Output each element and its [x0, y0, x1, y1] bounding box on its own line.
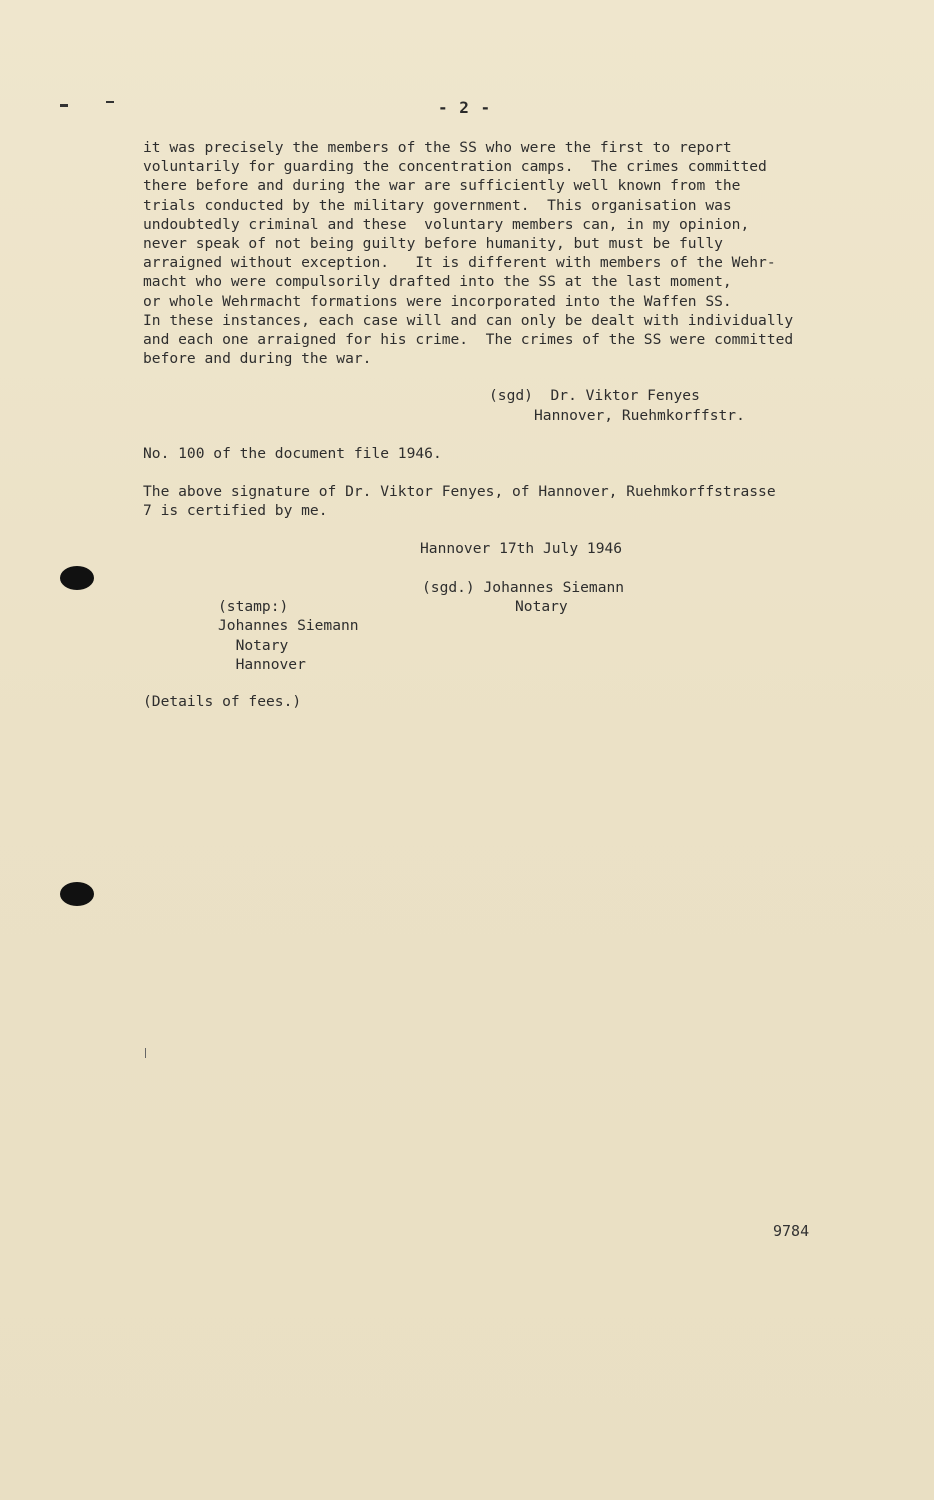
body-line: before and during the war.: [143, 350, 372, 368]
fees-note: (Details of fees.): [143, 693, 302, 710]
margin-tick: [145, 1048, 146, 1058]
body-line: macht who were compulsorily drafted into the SS at the last moment,: [143, 273, 732, 291]
notary-signature: (sgd.) Johannes Siemann: [422, 579, 625, 596]
body-line: it was precisely the members of the SS who were the first to report: [143, 139, 732, 156]
signature-address: Hannover, Ruehmkorffstr.: [534, 407, 745, 424]
body-line: trials conducted by the military government. This organisation was: [143, 196, 732, 214]
stamp-line: Notary: [218, 636, 289, 654]
notary-title: Notary: [515, 598, 568, 615]
body-line: there before and during the war are sufficiently well known from the: [143, 177, 741, 195]
punch-hole-bottom: [60, 882, 94, 906]
notary-stamp: [218, 597, 359, 675]
body-line: undoubtedly criminal and these voluntary members can, in my opinion,: [143, 215, 750, 233]
certification-line: 7 is certified by me.: [143, 502, 328, 520]
signature-line: (sgd) Dr. Viktor Fenyes: [489, 387, 700, 404]
page-number: - 2 -: [438, 98, 492, 117]
margin-mark: [106, 101, 114, 103]
body-line: voluntarily for guarding the concentration camps. The crimes committed: [143, 158, 767, 176]
body-line: In these instances, each case will and can only be dealt with individually: [143, 311, 794, 329]
certification-line: The above signature of Dr. Viktor Fenyes, of Hannover, Ruehmkorffstrasse: [143, 483, 776, 500]
stamp-line: Johannes Siemann: [218, 617, 359, 635]
body-line: or whole Wehrmacht formations were incorporated into the Waffen SS.: [143, 292, 732, 310]
margin-mark: [60, 104, 68, 107]
body-line: and each one arraigned for his crime. The crimes of the SS were committed: [143, 331, 794, 349]
punch-hole-top: [60, 566, 94, 590]
certification-paragraph: [143, 482, 776, 520]
body-line: arraigned without exception. It is different with members of the Wehr-: [143, 254, 776, 272]
stamp-line: (stamp:): [218, 598, 289, 615]
place-date: Hannover 17th July 1946: [420, 540, 623, 557]
stamp-line: Hannover: [218, 656, 306, 674]
body-line: never speak of not being guilty before humanity, but must be fully: [143, 235, 723, 253]
body-paragraph: [143, 138, 793, 368]
document-number: No. 100 of the document file 1946.: [143, 445, 442, 462]
archive-number: 9784: [773, 1222, 810, 1240]
